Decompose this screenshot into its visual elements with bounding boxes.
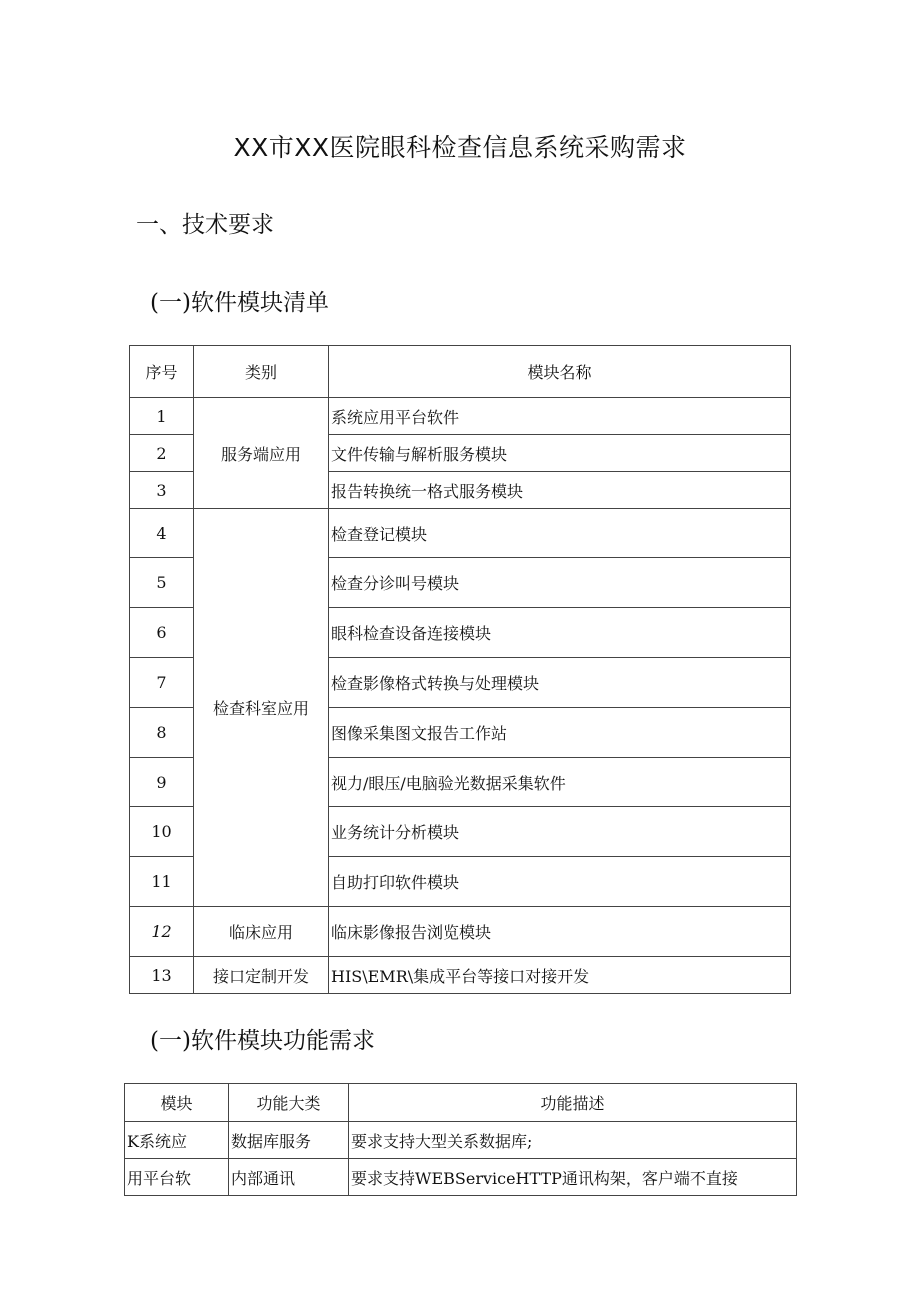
category-cell: 临床应用 (194, 907, 329, 957)
module-name: 检查分诊叫号模块 (329, 558, 791, 608)
header-seq: 序号 (130, 346, 194, 398)
module-name: 报告转换统一格式服务模块 (329, 472, 791, 509)
row-number: 10 (130, 807, 194, 857)
row-number: 3 (130, 472, 194, 509)
module-name: 文件传输与解析服务模块 (329, 435, 791, 472)
function-desc: 要求支持WEBServiceHTTP通讯构架，客户端不直接 (349, 1159, 797, 1196)
module-name: 检查登记模块 (329, 509, 791, 558)
table-header-row (125, 1084, 797, 1122)
section-heading-technical: 一、技术要求 (136, 212, 274, 238)
row-number: 4 (130, 509, 194, 558)
module-name: 眼科检查设备连接模块 (329, 608, 791, 658)
module-list-table (129, 345, 791, 994)
row-number: 5 (130, 558, 194, 608)
table-header-row (130, 346, 791, 398)
header-module: 模块 (125, 1084, 229, 1122)
table-row (125, 1122, 797, 1159)
module-name: 系统应用平台软件 (329, 398, 791, 435)
row-number: 8 (130, 708, 194, 758)
module-name: 检查影像格式转换与处理模块 (329, 658, 791, 708)
row-number: 2 (130, 435, 194, 472)
row-number: 12 (130, 907, 194, 957)
subheading-module-functions: (一)软件模块功能需求 (150, 1028, 375, 1054)
document-title: XX市XX医院眼科检查信息系统采购需求 (233, 133, 687, 162)
row-number: 11 (130, 857, 194, 907)
subheading-module-list: (一)软件模块清单 (150, 290, 329, 316)
table-row (125, 1159, 797, 1196)
category-cell: 检查科室应用 (194, 509, 329, 907)
module-name: 临床影像报告浏览模块 (329, 907, 791, 957)
module-name: 自助打印软件模块 (329, 857, 791, 907)
module-name: 图像采集图文报告工作站 (329, 708, 791, 758)
row-number: 7 (130, 658, 194, 708)
function-category: 数据库服务 (229, 1122, 349, 1159)
module-name: 视力/眼压/电脑验光数据采集软件 (329, 758, 791, 807)
module-cell: 用平台软 (125, 1159, 229, 1196)
row-number: 13 (130, 957, 194, 994)
category-cell: 服务端应用 (194, 398, 329, 509)
table-row (130, 509, 791, 558)
table-row (130, 907, 791, 957)
header-module-name: 模块名称 (329, 346, 791, 398)
module-cell: K系统应 (125, 1122, 229, 1159)
table-row (130, 398, 791, 435)
header-function-category: 功能大类 (229, 1084, 349, 1122)
function-category: 内部通讯 (229, 1159, 349, 1196)
table-row (130, 957, 791, 994)
module-name: 业务统计分析模块 (329, 807, 791, 857)
function-desc: 要求支持大型关系数据库; (349, 1122, 797, 1159)
row-number: 9 (130, 758, 194, 807)
module-name: HIS\EMR\集成平台等接口对接开发 (329, 957, 791, 994)
category-cell: 接口定制开发 (194, 957, 329, 994)
row-number: 1 (130, 398, 194, 435)
header-function-desc: 功能描述 (349, 1084, 797, 1122)
module-function-table (124, 1083, 797, 1196)
header-category: 类别 (194, 346, 329, 398)
row-number: 6 (130, 608, 194, 658)
